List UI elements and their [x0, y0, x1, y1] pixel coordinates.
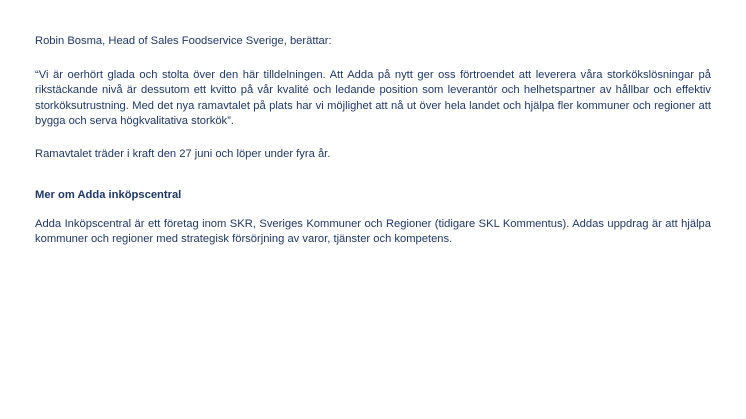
about-paragraph: Adda Inköpscentral är ett företag inom SKR, Sveriges Kommuner och Regioner (tidigare SKL Kommentus). Addas uppdrag är att hjälpa kommuner och regioner med strategisk försörjning av varor, tjänster och kompetens.: [35, 217, 711, 245]
agreement-paragraph: Ramavtalet träder i kraft den 27 juni och löper under fyra år.: [35, 147, 331, 160]
section-spacer: [35, 176, 711, 188]
section-heading: Mer om Adda inköpscentral: [35, 189, 182, 201]
quote-paragraph: “Vi är oerhört glada och stolta över den här tilldelningen. Att Adda på nytt ger oss förtroendet att leverera våra storkökslösningar på rikstäckande nivå är dessutom ett kvitto på vår kvalité och ledande position som leverantör och helhetspartner av hållbar och effektiv storköksutrustning. Med det nya ramavtalet på plats har vi möjlighet att nå ut över hela landet och hjälpa fler kommuner och regioner att bygga och serva högkvalitativa storkök”.: [35, 68, 711, 127]
intro-paragraph: Robin Bosma, Head of Sales Foodservice Sverige, berättar:: [35, 35, 332, 47]
document-body: [35, 34, 711, 248]
